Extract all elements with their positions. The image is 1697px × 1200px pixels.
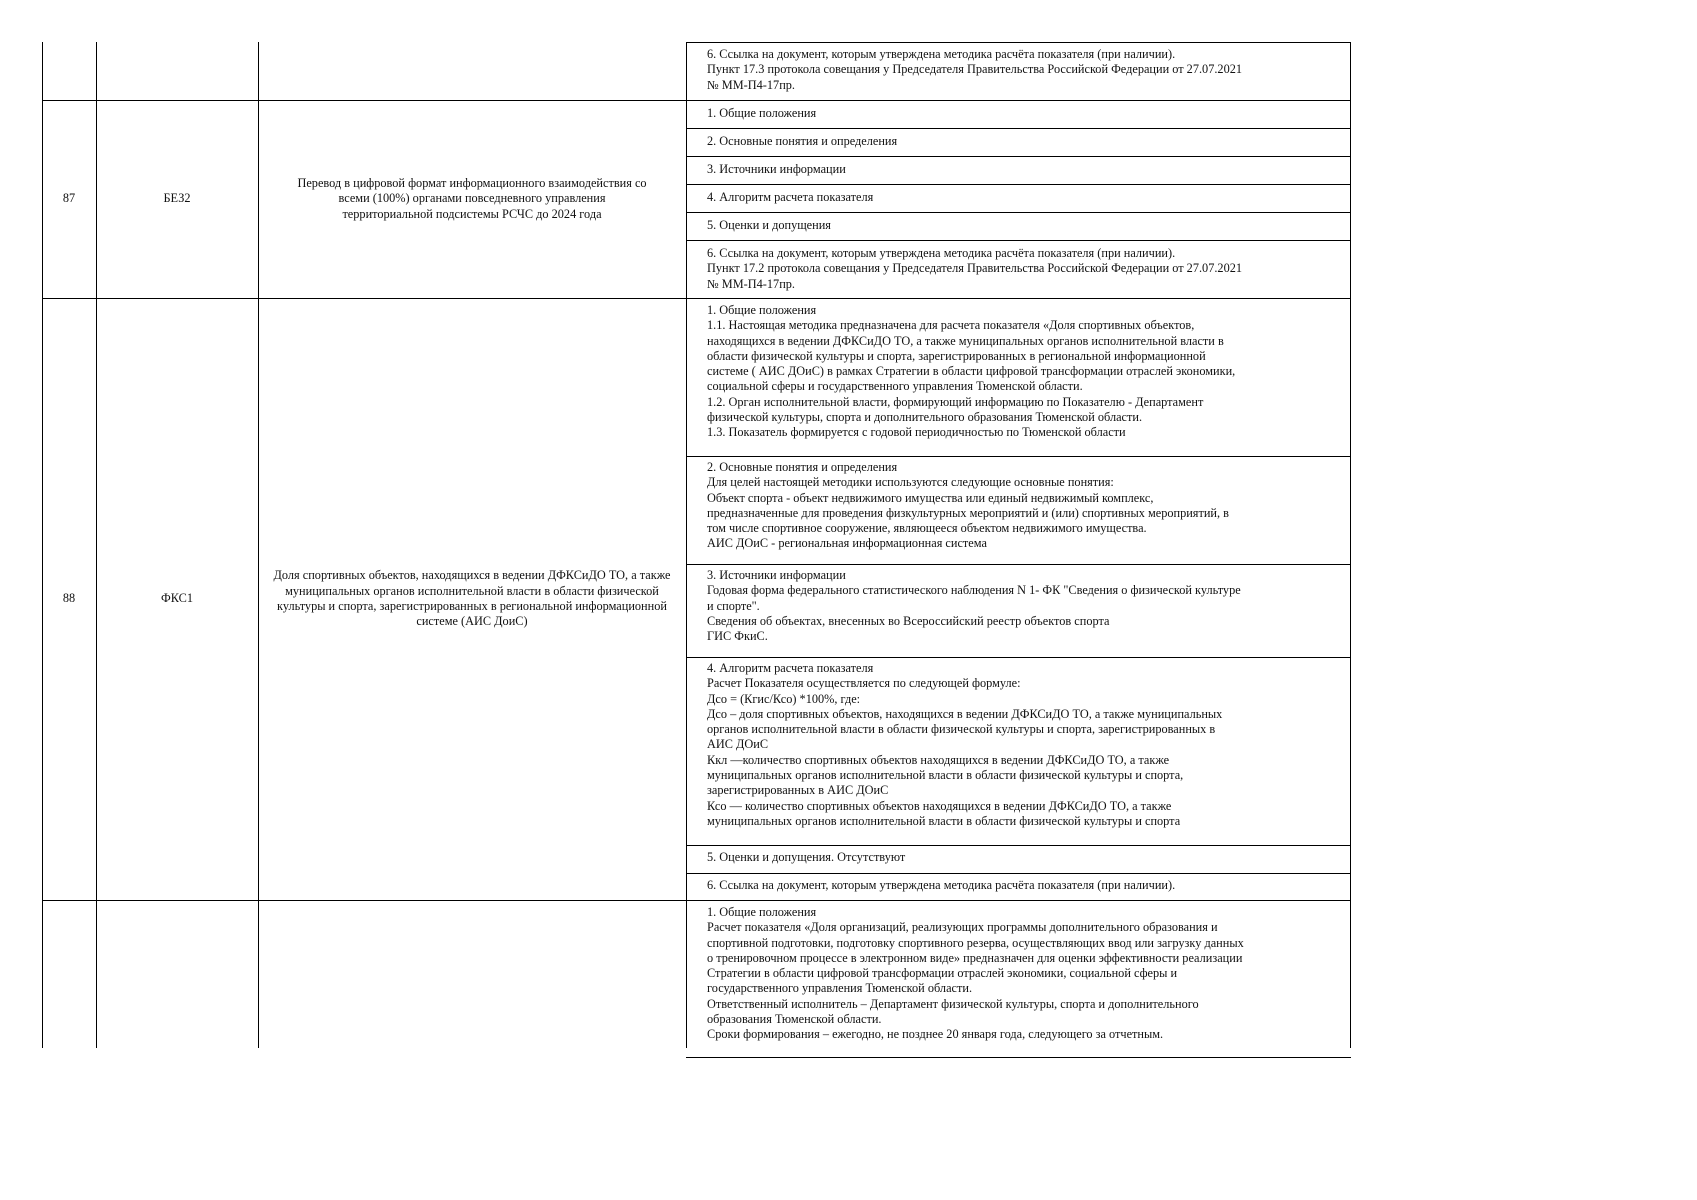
table-cell-method: 6. Ссылка на документ, которым утверждена методика расчёта показателя (при наличии).: [707, 878, 1176, 892]
section-border: [686, 184, 1351, 185]
table-cell-section: 2. Основные понятия и определения: [707, 134, 898, 148]
table-cell-method: 6. Ссылка на документ, которым утверждена методика расчёта показателя (при наличии). Пункт 17.3 протокола совещания у Председателя Правительства Российской Федерации от 27.07.2021 № ММ-П4-17пр.: [707, 47, 1243, 92]
section-border: [686, 128, 1351, 129]
section-border: [686, 456, 1351, 457]
section-border: [686, 156, 1351, 157]
indicator-code: БЕЗ2: [163, 191, 191, 206]
table-cell-section: 2. Основные понятия и определения Для целей настоящей методики используются следующие основные понятия: Объект спорта - объект недвижимого имущества или единый недвижимый комплекс, предназначенные для проведения физкультурных мероприятий и (или) спортивных мероприятий, в том числе спортивное сооружение, являющееся объектом недвижимого имущества. АИС ДОиС - региональная информационная система: [707, 460, 1229, 551]
table-border-right: [1350, 42, 1351, 1048]
section-border: [686, 657, 1351, 658]
section-border: [686, 212, 1351, 213]
section-border: [686, 873, 1351, 874]
row-number: 88: [62, 591, 76, 606]
table-cell-section: 3. Источники информации Годовая форма федерального статистического наблюдения N 1- ФК "Сведения о физической культуре и спорте". Сведения об объектах, внесенных во Всероссийский реестр объектов спорта ГИС ФкиС.: [707, 568, 1241, 644]
section-border: [686, 240, 1351, 241]
table-cell-section: 1. Общие положения Расчет показателя «Доля организаций, реализующих программы дополнительного образования и спортивной подготовки, подготовку спортивного резерва, осуществляющих ввод или загрузку данных о тренировочном процессе в электронном виде» предназначен для оценки эффективности реализации Стратегии в области цифровой трансформации отраслей экономики, социальной сферы и государственного управления Тюменской области. Ответственный исполнитель – Департамент физической культуры, спорта и дополнительного образования Тюменской области. Сроки формирования – ежегодно, не позднее 20 января года, следующего за отчетным.: [707, 905, 1244, 1042]
row-border: [686, 1057, 1351, 1058]
table-cell-section: 5. Оценки и допущения. Отсутствуют: [707, 850, 906, 864]
section-border: [686, 564, 1351, 565]
table-cell-section: 5. Оценки и допущения: [707, 218, 831, 232]
indicator-name: Перевод в цифровой формат информационного взаимодействия со всеми (100%) органами повседневного управления территориальной подсистемы РСЧС до 2024 года: [297, 176, 647, 221]
table-cell-section: 1. Общие положения: [707, 106, 817, 120]
row-border: [42, 900, 1351, 901]
table-cell-section: 4. Алгоритм расчета показателя: [707, 190, 874, 204]
table-cell-method: 6. Ссылка на документ, которым утверждена методика расчёта показателя (при наличии). Пункт 17.2 протокола совещания у Председателя Правительства Российской Федерации от 27.07.2021 № ММ-П4-17пр.: [707, 246, 1243, 291]
table-cell-section: 4. Алгоритм расчета показателя Расчет Показателя осуществляется по следующей формуле: Дсо = (Кгис/Ксо) *100%, где: Дсо – доля спортивных объектов, находящихся в ведении ДФКСиДО ТО, а также муниципальных органов исполнительной власти в области физической культуры и спорта, зарегистрированных в АИС ДОиС Ккл —количество спортивных объектов находящихся в ведении ДФКСиДО ТО, а также муниципальных органов исполнительной власти в области физической культуры и спорта, зарегистрированных в АИС ДОиС Ксо — количество спортивных объектов находящихся в ведении ДФКСиДО ТО, а также муниципальных органов исполнительной власти в области физической культуры и спорта: [707, 661, 1223, 828]
indicator-code: ФКС1: [161, 591, 193, 606]
row-number: 87: [62, 191, 76, 206]
table-cell-section: 3. Источники информации: [707, 162, 846, 176]
section-border: [686, 845, 1351, 846]
row-border: [686, 42, 1351, 43]
indicator-name: Доля спортивных объектов, находящихся в ведении ДФКСиДО ТО, а также муниципальных органов исполнительной власти в области физической культуры и спорта, зарегистрированных в региональной информационной системе (АИС ДоиС): [273, 568, 671, 629]
table-cell-section: 1. Общие положения 1.1. Настоящая методика предназначена для расчета показателя «Доля спортивных объектов, находящихся в ведении ДФКСиДО ТО, а также муниципальных органов исполнительной власти в области физической культуры и спорта, зарегистрированных в региональной информационной системе ( АИС ДОиС) в рамках Стратегии в области цифровой трансформации отраслей экономики, социальной сферы и государственного управления Тюменской области. 1.2. Орган исполнительной власти, формирующий информацию по Показателю - Департамент физической культуры, спорта и дополнительного образования Тюменской области. 1.3. Показатель формируется с годовой периодичностью по Тюменской области: [707, 303, 1236, 440]
